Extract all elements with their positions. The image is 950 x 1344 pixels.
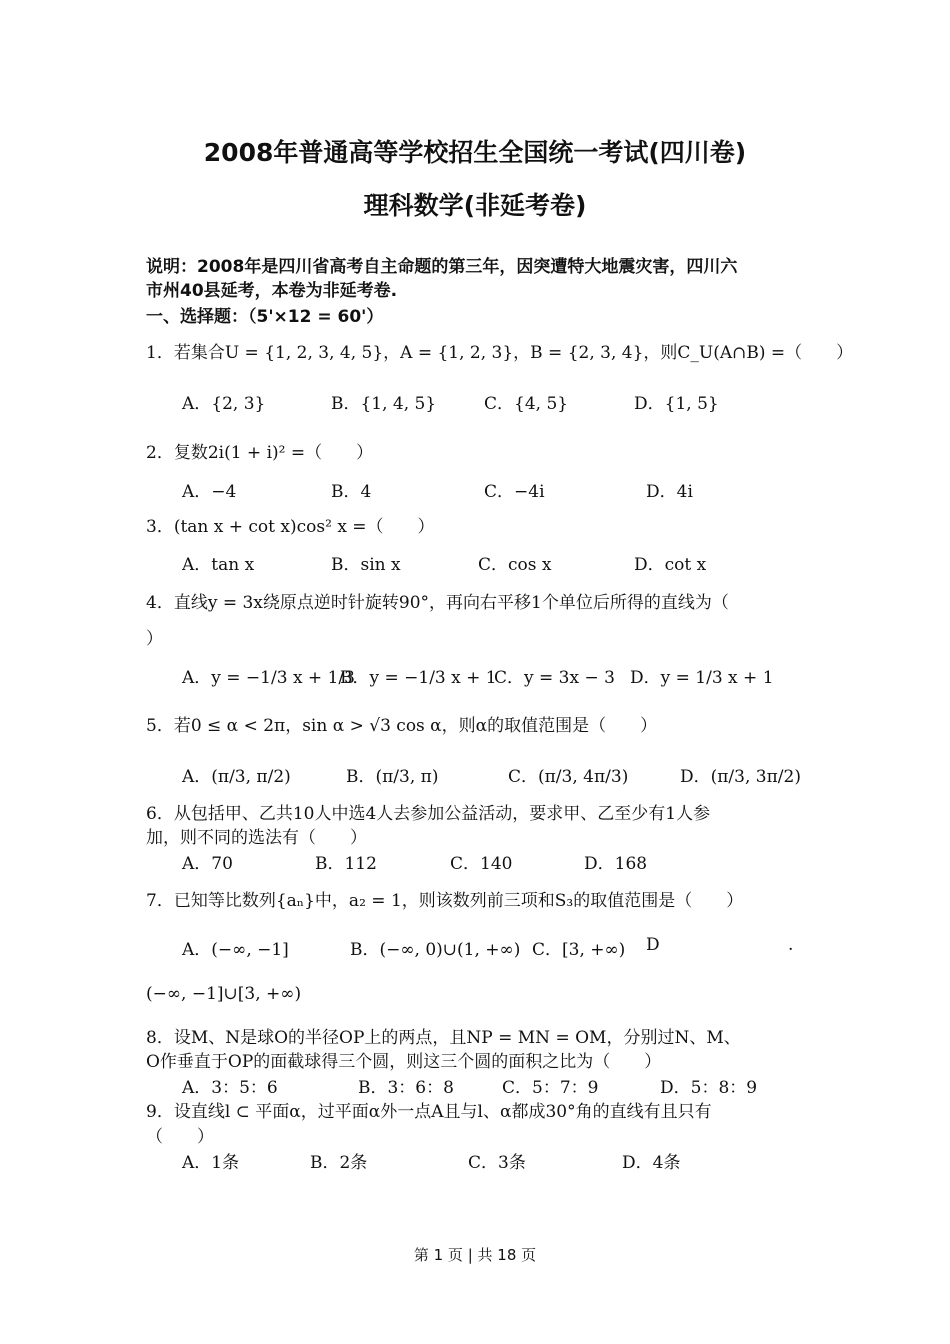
page-subtitle: 理科数学(非延考卷) [363, 191, 587, 220]
question-1-option-c: C．{4, 5} [484, 394, 569, 414]
question-6-option-d: D．168 [584, 854, 648, 874]
question-8-option-a: A．3：5：6 [182, 1078, 278, 1098]
question-6-stem-line-2: 加，则不同的选法有（ ） [146, 828, 367, 848]
section-heading: 一、选择题：（5'×12 = 60'） [146, 307, 384, 327]
question-4-option-a: A．y = −1/3 x + 1/3 [182, 668, 355, 688]
question-2-option-a: A．−4 [182, 482, 237, 502]
question-3-option-a: A．tan x [182, 555, 255, 575]
question-8-stem-line-1: 8．设M、N是球O的半径OP上的两点，且NP = MN = OM，分别过N、M、 [146, 1028, 741, 1048]
question-6-stem-line-1: 6．从包括甲、乙共10人中选4人去参加公益活动，要求甲、乙至少有1人参 [146, 804, 711, 824]
question-8-option-d: D．5：8：9 [660, 1078, 758, 1098]
question-6-option-a: A．70 [182, 854, 233, 874]
question-7-option-b: B．(−∞, 0)∪(1, +∞) [350, 940, 521, 960]
question-7-option-d-dot: . [788, 935, 794, 955]
question-2-option-c: C．−4i [484, 482, 545, 502]
question-2-option-b: B．4 [331, 482, 372, 502]
question-5-option-d: D．(π/3, 3π/2) [680, 767, 801, 787]
page-title: 2008年普通高等学校招生全国统一考试(四川卷) [203, 138, 747, 167]
question-4-stem-line-2: ） [146, 629, 163, 649]
question-9-option-c: C．3条 [468, 1153, 526, 1173]
question-3-stem: 3．(tan x + cot x)cos² x =（ ） [146, 517, 435, 537]
page-footer: 第 1 页 | 共 18 页 [413, 1246, 537, 1264]
question-1-option-d: D．{1, 5} [634, 394, 719, 414]
question-7-option-a: A．(−∞, −1] [182, 940, 289, 960]
question-9-option-b: B．2条 [310, 1153, 368, 1173]
question-1-stem: 1．若集合U = {1, 2, 3, 4, 5}，A = {1, 2, 3}，B = {2, 3, 4}，则C_U(A∩B) =（ ） [146, 343, 854, 363]
question-6-option-b: B．112 [315, 854, 377, 874]
question-9-stem-line-1: 9．设直线l ⊂ 平面α，过平面α外一点A且与l、α都成30°角的直线有且只有 [146, 1102, 712, 1122]
question-8-option-b: B．3：6：8 [358, 1078, 454, 1098]
question-4-option-d: D．y = 1/3 x + 1 [630, 668, 774, 688]
question-5-option-b: B．(π/3, π) [346, 767, 439, 787]
question-6-option-c: C．140 [450, 854, 513, 874]
question-4-stem-line-1: 4．直线y = 3x绕原点逆时针旋转90°，再向右平移1个单位后所得的直线为（ [146, 593, 729, 613]
question-4-option-c: C．y = 3x − 3 [494, 668, 615, 688]
question-7-option-d: D [646, 935, 660, 955]
question-9-option-a: A．1条 [182, 1153, 240, 1173]
question-9-stem-line-2: （ ） [146, 1127, 214, 1147]
question-1-option-a: A．{2, 3} [182, 394, 266, 414]
question-5-option-c: C．(π/3, 4π/3) [508, 767, 629, 787]
question-1-option-b: B．{1, 4, 5} [331, 394, 437, 414]
question-4-option-b: B．y = −1/3 x + 1 [340, 668, 497, 688]
question-8-option-c: C．5：7：9 [502, 1078, 599, 1098]
question-3-option-b: B．sin x [331, 555, 401, 575]
question-7-stem: 7．已知等比数列{aₙ}中，a₂ = 1，则该数列前三项和S₃的取值范围是（ ） [146, 891, 744, 911]
question-3-option-d: D．cot x [634, 555, 707, 575]
question-9-option-d: D．4条 [622, 1153, 681, 1173]
question-7-option-c: C．[3, +∞) [532, 940, 626, 960]
note-line-1: 说明：2008年是四川省高考自主命题的第三年，因突遭特大地震灾害，四川六 [146, 257, 738, 277]
question-8-stem-line-2: O作垂直于OP的面截球得三个圆，则这三个圆的面积之比为（ ） [146, 1052, 662, 1072]
question-7-option-d-value: (−∞, −1]∪[3, +∞) [146, 984, 302, 1004]
note-line-2: 市州40县延考，本卷为非延考卷. [146, 281, 398, 301]
question-2-stem: 2．复数2i(1 + i)² =（ ） [146, 443, 374, 463]
question-5-option-a: A．(π/3, π/2) [182, 767, 291, 787]
question-3-option-c: C．cos x [478, 555, 552, 575]
question-5-stem: 5．若0 ≤ α < 2π，sin α > √3 cos α，则α的取值范围是（ ） [146, 716, 658, 736]
question-2-option-d: D．4i [646, 482, 693, 502]
